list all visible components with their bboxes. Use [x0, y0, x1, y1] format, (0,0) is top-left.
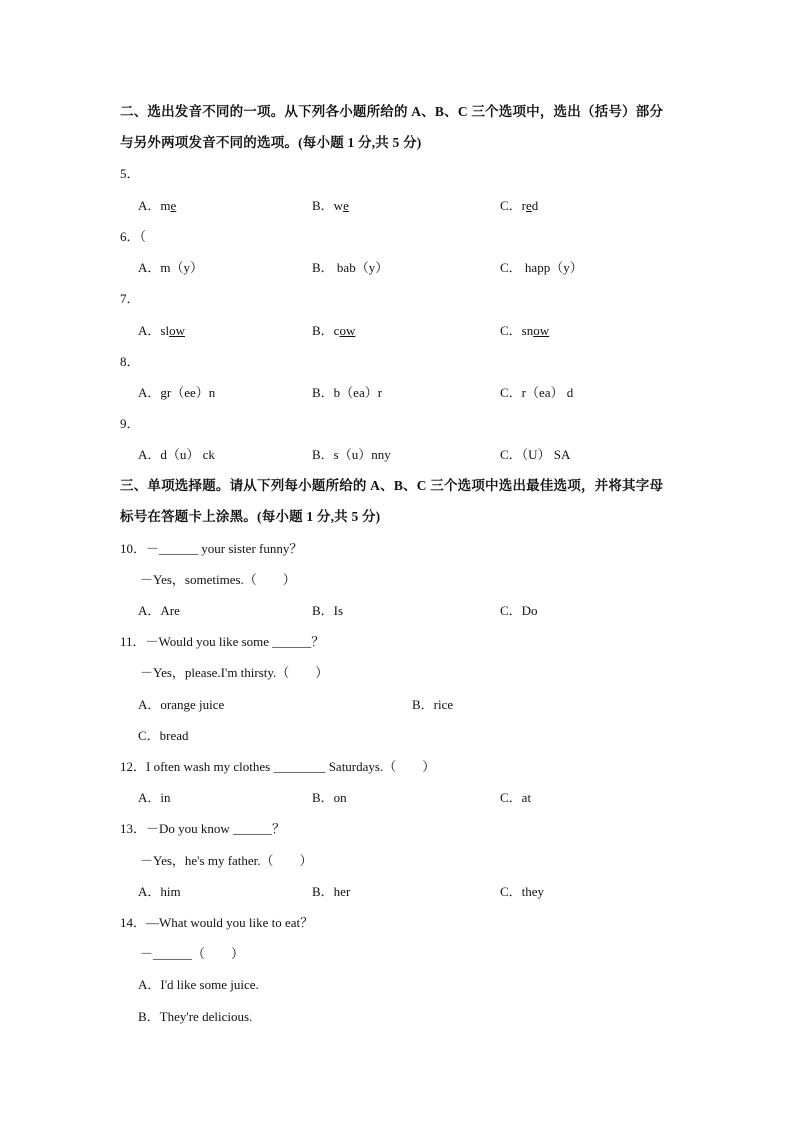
q7-a-label: A．	[138, 323, 161, 338]
q11-option-a[interactable]: A．orange juice	[138, 697, 225, 712]
section3-heading-line2: 标号在答题卡上涂黑。(每小题 1 分,共 5 分)	[120, 509, 381, 524]
q11-option-b[interactable]: B．rice	[412, 697, 454, 712]
q5-a-underlined: e	[170, 198, 177, 213]
q5-b-underlined: e	[343, 198, 349, 213]
q8-option-b[interactable]: B．b（ea）r	[312, 385, 383, 400]
q6-option-c[interactable]: C． happ（y）	[500, 260, 583, 275]
q13-option-b[interactable]: B．her	[312, 884, 351, 899]
q9-number: 9．	[120, 416, 140, 431]
section2-heading-line2: 与另外两项发音不同的选项。(每小题 1 分,共 5 分)	[120, 135, 422, 150]
q5-c-underlined: e	[526, 198, 532, 213]
q7-c-underlined: ow	[533, 323, 550, 338]
q7-c-label: C．	[500, 323, 522, 338]
q12-option-a[interactable]: A．in	[138, 790, 171, 805]
q5-c-label: C．	[500, 198, 522, 213]
q5-option-c[interactable]	[500, 197, 538, 215]
q5-b-text: w	[333, 198, 344, 213]
q13-question: 13．－Do you know ______？	[120, 821, 286, 836]
q12-option-c[interactable]: C．at	[500, 790, 532, 805]
q9-option-b[interactable]: B．s（u）nny	[312, 447, 391, 462]
q14-question: 14．—What would you like to eat？	[120, 915, 314, 930]
q12-option-b[interactable]: B．on	[312, 790, 347, 805]
q7-number: 7．	[120, 291, 140, 306]
q7-b-label: B．	[312, 323, 334, 338]
q5-b-label: B．	[312, 198, 334, 213]
section3-heading-line1: 三、单项选择题。请从下列每小题所给的 A、B、C 三个选项中选出最佳选项，并将其字母	[120, 478, 664, 493]
q7-c-text: sn	[521, 323, 534, 338]
q10-question: 10．－______ your sister funny？	[120, 541, 303, 556]
q7-option-c[interactable]	[500, 322, 549, 340]
q5-option-b[interactable]	[312, 197, 349, 215]
q14-option-a[interactable]: A．I'd like some juice.	[138, 977, 259, 992]
q13-option-c[interactable]: C．they	[500, 884, 545, 899]
q8-number: 8．	[120, 354, 140, 369]
q11-question: 11．－Would you like some ______？	[120, 634, 325, 649]
q7-a-underlined: ow	[169, 323, 185, 338]
q14-option-b[interactable]: B．They're delicious.	[138, 1009, 253, 1024]
q10-response: －Yes，sometimes.（ ）	[140, 572, 296, 587]
q10-option-b[interactable]: B．Is	[312, 603, 344, 618]
q11-option-c[interactable]: C．bread	[138, 728, 189, 743]
q6-number: 6．（	[120, 229, 147, 244]
q10-option-a[interactable]: A．Are	[138, 603, 180, 618]
q8-option-a[interactable]: A．gr（ee）n	[138, 385, 216, 400]
q5-number: 5．	[120, 166, 140, 181]
q5-c-text-end: d	[531, 198, 539, 213]
q7-option-a[interactable]	[138, 322, 185, 340]
q8-option-c[interactable]: C．r（ea） d	[500, 385, 574, 400]
q6-option-b[interactable]: B． bab（y）	[312, 260, 389, 275]
q10-option-c[interactable]: C．Do	[500, 603, 538, 618]
q13-option-a[interactable]: A．him	[138, 884, 181, 899]
q5-a-text: m	[160, 198, 171, 213]
q7-a-text: sl	[160, 323, 170, 338]
q13-response: －Yes，he's my father.（ ）	[140, 853, 313, 868]
q5-c-text: r	[521, 198, 527, 213]
q7-b-text: c	[333, 323, 340, 338]
q9-option-a[interactable]: A．d（u） ck	[138, 447, 215, 462]
q5-option-a[interactable]	[138, 197, 176, 215]
q9-option-c[interactable]: C．（U） SA	[500, 447, 571, 462]
q5-a-label: A．	[138, 198, 161, 213]
q6-option-a[interactable]: A．m（y）	[138, 260, 204, 275]
q12-question: 12．I often wash my clothes ________ Saturdays.（ ）	[120, 759, 436, 774]
q7-option-b[interactable]	[312, 322, 355, 340]
q7-b-underlined: ow	[339, 323, 356, 338]
q14-response: －______（ ）	[140, 946, 245, 961]
q11-response: －Yes，please.I'm thirsty.（ ）	[140, 665, 329, 680]
section2-heading-line1: 二、选出发音不同的一项。从下列各小题所给的 A、B、C 三个选项中，选出（括号）部分	[120, 104, 664, 119]
